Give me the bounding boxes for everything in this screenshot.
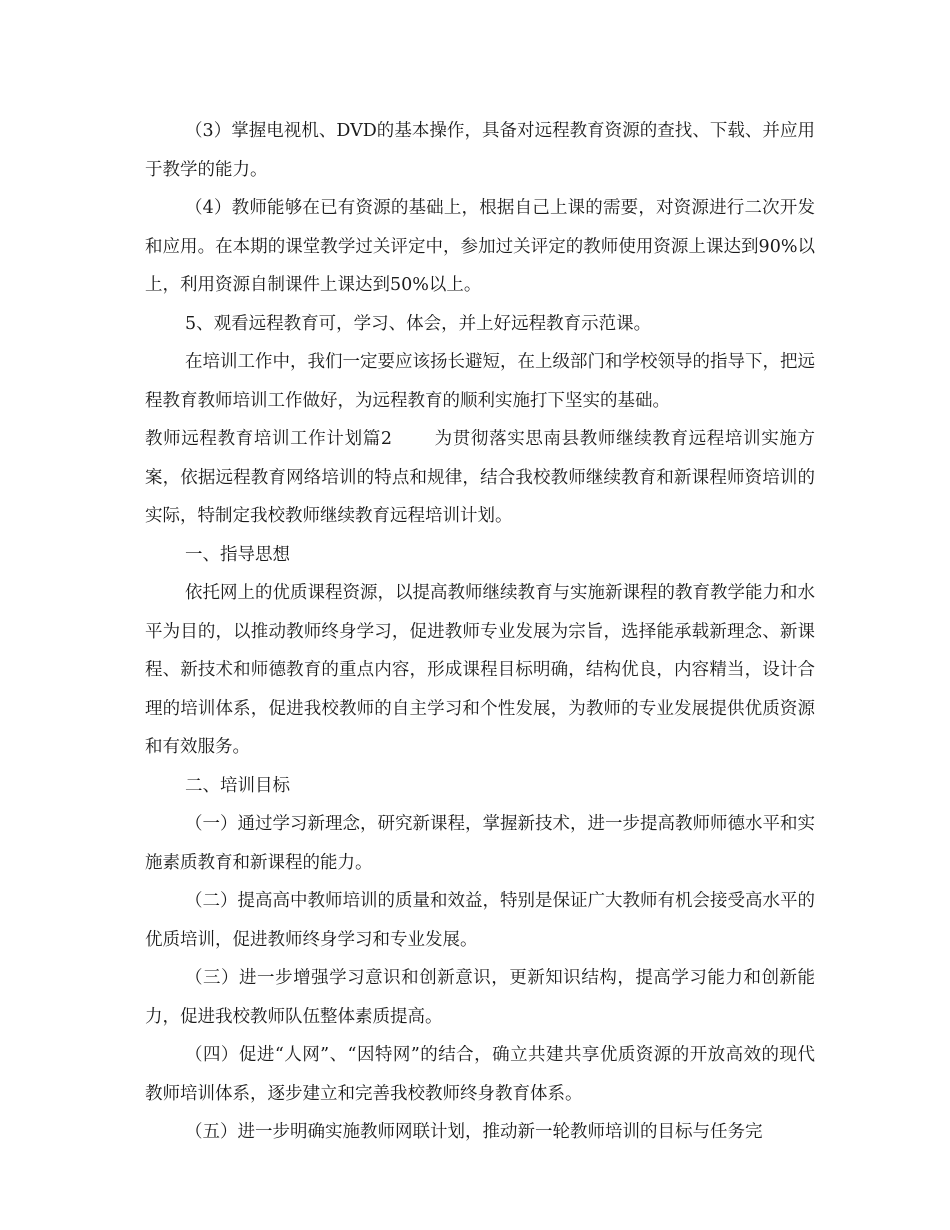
paragraph-item-4: （4）教师能够在已有资源的基础上，根据自己上课的需要，对资源进行二次开发和应用。在本期的课堂教学过关评定中，参加过关评定的教师使用资源上课达到90%以上，利用资源自制课件上课达到50%以上。 — [145, 198, 815, 295]
goal-item-3: （三）进一步增强学习意识和创新意识，更新知识结构，提高学习能力和创新能力，促进我校教师队伍整体素质提高。 — [145, 968, 815, 1027]
goal-item-5: （五）进一步明确实施教师网联计划，推动新一轮教师培训的目标与任务完 — [185, 1122, 763, 1142]
section-intro: 为贯彻落实思南县教师继续教育远程培训实施方案，依据远程教育网络培训的特点和规律，结合我校教师继续教育和新课程师资培训的实际，特制定我校教师继续教育远程培训计划。 — [145, 429, 815, 526]
section-title: 教师远程教育培训工作计划篇2 — [145, 429, 392, 449]
heading-training-goals: 二、培训目标 — [185, 775, 290, 796]
paragraph-item-3: （3）掌握电视机、DVD的基本操作，具备对远程教育资源的查找、下载、并应用于教学的能力。 — [145, 121, 815, 180]
section-start — [145, 420, 815, 536]
heading-guiding-thought: 一、指导思想 — [185, 544, 290, 565]
paragraph-guiding-thought: 依托网上的优质课程资源，以提高教师继续教育与实施新课程的教育教学能力和水平为目的，以推动教师终身学习，促进教师专业发展为宗旨，选择能承载新理念、新课程、新技术和师德教育的重点内容，形成课程目标明确，结构优良，内容精当，设计合理的培训体系，促进我校教师的自主学习和个性发展，为教师的专业发展提供优质资源和有效服务。 — [145, 583, 815, 757]
document-body — [145, 112, 815, 1152]
paragraph-item-5: 5、观看远程教育可，学习、体会，并上好远程教育示范课。 — [185, 313, 652, 334]
goal-item-4: （四）促进“人网”、“因特网”的结合，确立共建共享优质资源的开放高效的现代教师培训体系，逐步建立和完善我校教师终身教育体系。 — [145, 1045, 815, 1104]
goal-item-2: （二）提高高中教师培训的质量和效益，特别是保证广大教师有机会接受高水平的优质培训，促进教师终身学习和专业发展。 — [145, 891, 815, 950]
paragraph-conclusion: 在培训工作中，我们一定要应该扬长避短，在上级部门和学校领导的指导下，把远程教育教师培训工作做好，为远程教育的顺利实施打下坚实的基础。 — [145, 352, 815, 411]
goal-item-1: （一）通过学习新理念，研究新课程，掌握新技术，进一步提高教师师德水平和实施素质教育和新课程的能力。 — [145, 814, 815, 873]
